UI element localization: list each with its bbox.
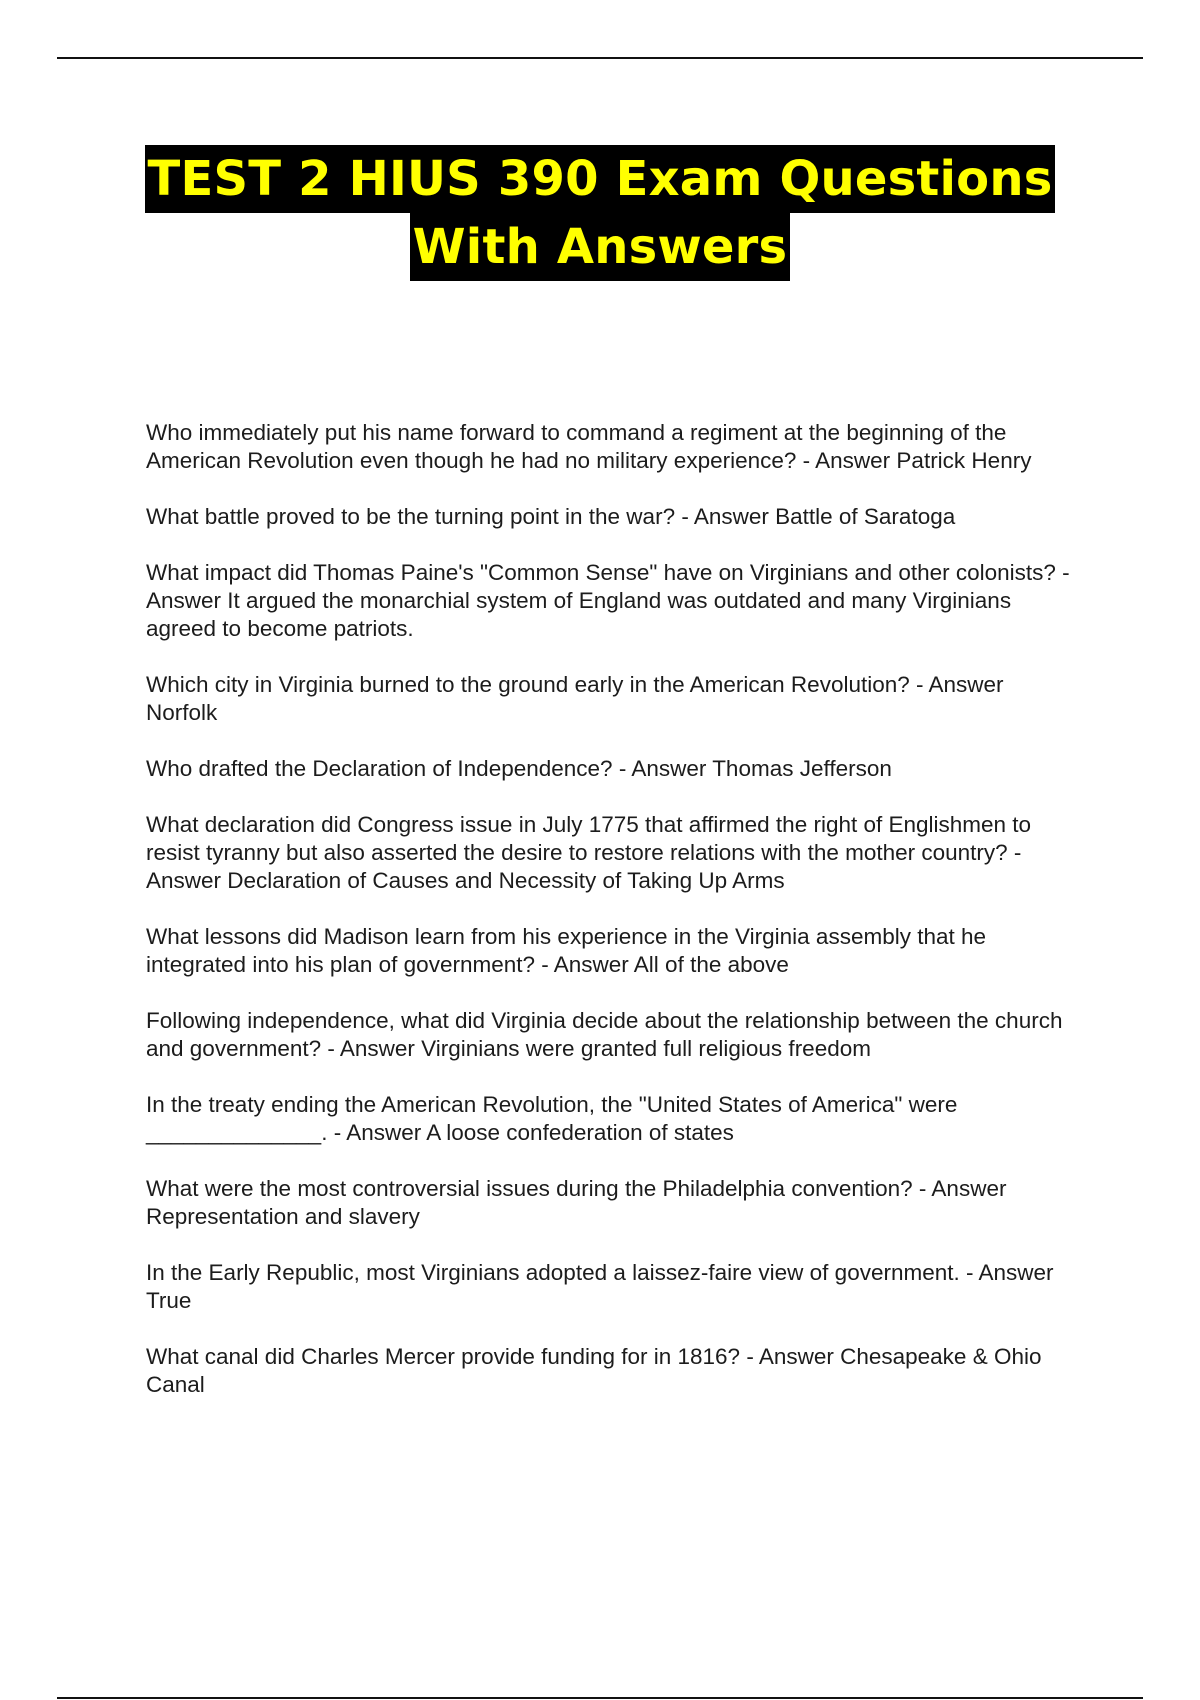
qa-item: What lessons did Madison learn from his experience in the Virginia assembly that he integrated into his plan of government? - Answer All of the above — [146, 924, 987, 977]
qa-item: Which city in Virginia burned to the ground early in the American Revolution? - Answer Norfolk — [146, 672, 1004, 725]
question-answer-list — [146, 419, 1076, 1427]
qa-item: What were the most controversial issues during the Philadelphia convention? - Answer Representation and slavery — [146, 1176, 1007, 1229]
qa-item: Who drafted the Declaration of Independence? - Answer Thomas Jefferson — [146, 756, 892, 781]
qa-item: What canal did Charles Mercer provide funding for in 1816? - Answer Chesapeake & Ohio Canal — [146, 1344, 1042, 1397]
qa-item: What declaration did Congress issue in July 1775 that affirmed the right of Englishmen to resist tyranny but also asserted the desire to restore relations with the mother country? - Answer Declaration of Causes and Necessity of Taking Up Arms — [146, 812, 1032, 893]
qa-item: In the Early Republic, most Virginians adopted a laissez-faire view of government. - Answer True — [146, 1260, 1054, 1313]
qa-item: What battle proved to be the turning point in the war? - Answer Battle of Saratoga — [146, 504, 956, 529]
document-title — [0, 145, 1200, 281]
title-line-2: With Answers — [410, 213, 791, 281]
qa-item: What impact did Thomas Paine's "Common Sense" have on Virginians and other colonists? - Answer It argued the monarchial system of England was outdated and many Virginians agreed to become patriots. — [146, 560, 1070, 641]
title-line-1: TEST 2 HIUS 390 Exam Questions — [145, 145, 1056, 213]
qa-item: In the treaty ending the American Revolution, the "United States of America" were ______________. - Answer A loose confederation of states — [146, 1092, 958, 1145]
bottom-rule — [57, 1697, 1143, 1699]
top-rule — [57, 57, 1143, 59]
qa-item: Following independence, what did Virginia decide about the relationship between the church and government? - Answer Virginians were granted full religious freedom — [146, 1008, 1063, 1061]
qa-item: Who immediately put his name forward to command a regiment at the beginning of the American Revolution even though he had no military experience? - Answer Patrick Henry — [146, 420, 1032, 473]
